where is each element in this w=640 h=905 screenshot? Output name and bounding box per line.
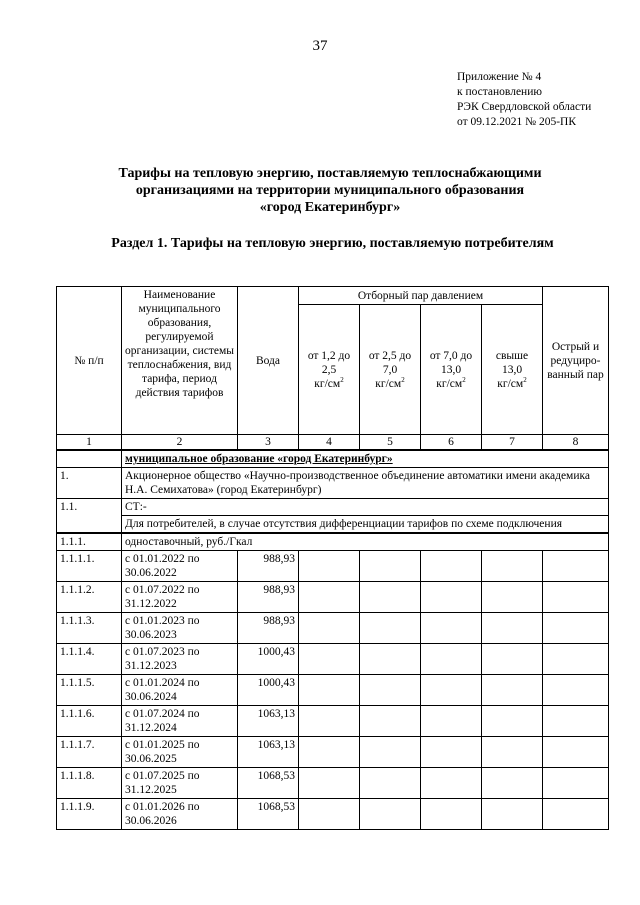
appendix-block — [457, 70, 591, 130]
column-number: 1 — [57, 435, 122, 451]
tariff-period: с 01.01.2023 по 30.06.2023 — [122, 613, 238, 644]
consumers-note-row — [57, 516, 609, 534]
municipality-row — [57, 450, 609, 468]
pressure-range: свыше 13,0 — [495, 349, 529, 376]
header-name: Наименование муниципального образования, регулируемой организации, системы теплоснабжения, вид тарифа, период действия тарифов — [122, 287, 238, 435]
pressure-unit-sup: 2 — [462, 375, 466, 384]
municipality-name: муниципальное образование «город Екатеринбург» — [125, 453, 393, 465]
empty-cell — [543, 582, 609, 613]
empty-cell — [299, 706, 360, 737]
empty-cell — [543, 613, 609, 644]
appendix-line: РЭК Свердловской области — [457, 101, 592, 113]
empty-cell — [421, 644, 482, 675]
water-tariff: 988,93 — [238, 551, 299, 582]
column-number: 8 — [543, 435, 609, 451]
water-tariff: 1000,43 — [238, 644, 299, 675]
row-number: 1.1.1.1. — [57, 551, 122, 582]
empty-cell — [482, 675, 543, 706]
empty-cell — [299, 799, 360, 830]
pressure-unit-sup: 2 — [401, 375, 405, 384]
table-row — [57, 675, 609, 706]
organization-name: Акционерное общество «Научно-производственное объединение автоматики имени академика Н.А. Семихатова» (город Екатеринбург) — [122, 468, 609, 499]
empty-cell — [482, 551, 543, 582]
column-number: 7 — [482, 435, 543, 451]
header-pressure-1 — [299, 305, 360, 435]
title-line: «город Екатеринбург» — [259, 200, 401, 215]
table-row — [57, 582, 609, 613]
empty-cell — [482, 737, 543, 768]
appendix-line: от 09.12.2021 № 205-ПК — [457, 116, 577, 128]
empty-cell — [421, 551, 482, 582]
water-tariff: 1063,13 — [238, 706, 299, 737]
row-number: 1.1.1.7. — [57, 737, 122, 768]
empty-cell — [360, 737, 421, 768]
tariff-period: с 01.07.2024 по 31.12.2024 — [122, 706, 238, 737]
empty-cell — [543, 551, 609, 582]
system-row — [57, 499, 609, 516]
empty-cell — [421, 737, 482, 768]
tariff-period: с 01.01.2025 по 30.06.2025 — [122, 737, 238, 768]
column-number: 5 — [360, 435, 421, 451]
empty-cell — [421, 799, 482, 830]
table-row — [57, 613, 609, 644]
empty-cell — [360, 768, 421, 799]
system-name: СТ:- — [122, 499, 609, 516]
header-sharp-steam: Острый и редуциро-ванный пар — [543, 287, 609, 435]
row-number: 1.1.1.5. — [57, 675, 122, 706]
tariff-period: с 01.07.2025 по 31.12.2025 — [122, 768, 238, 799]
empty-cell — [360, 551, 421, 582]
pressure-unit-sup: 2 — [523, 375, 527, 384]
empty-cell — [421, 675, 482, 706]
empty-cell — [360, 706, 421, 737]
pressure-unit: кг/см — [314, 377, 341, 390]
row-number: 1.1.1. — [57, 533, 122, 551]
header-pressure-4 — [482, 305, 543, 435]
rate-type-name: одноставочный, руб./Гкал — [122, 533, 609, 551]
water-tariff: 1000,43 — [238, 675, 299, 706]
table-row — [57, 706, 609, 737]
header-pressure-3 — [421, 305, 482, 435]
row-number: 1.1.1.2. — [57, 582, 122, 613]
empty-cell — [482, 768, 543, 799]
empty-cell — [421, 582, 482, 613]
tariff-period: с 01.07.2023 по 31.12.2023 — [122, 644, 238, 675]
pressure-unit-sup: 2 — [340, 375, 344, 384]
table-row — [57, 551, 609, 582]
pressure-range: от 1,2 до 2,5 — [307, 349, 351, 376]
header-num: № п/п — [57, 287, 122, 435]
empty-cell — [543, 706, 609, 737]
row-number: 1. — [57, 468, 122, 499]
header-steam-group: Отборный пар давлением — [299, 287, 543, 305]
title-line: Тарифы на тепловую энергию, поставляемую теплоснабжающими — [118, 166, 542, 181]
table-row — [57, 644, 609, 675]
page-number: 37 — [312, 38, 328, 54]
column-number: 4 — [299, 435, 360, 451]
water-tariff: 1068,53 — [238, 799, 299, 830]
table-row — [57, 768, 609, 799]
appendix-line: Приложение № 4 — [457, 71, 542, 83]
pressure-range: от 2,5 до 7,0 — [368, 349, 412, 376]
empty-cell — [543, 737, 609, 768]
column-number: 6 — [421, 435, 482, 451]
empty-cell — [299, 675, 360, 706]
row-number: 1.1.1.9. — [57, 799, 122, 830]
empty-cell — [543, 768, 609, 799]
header-pressure-2 — [360, 305, 421, 435]
tariff-period: с 01.07.2022 по 31.12.2022 — [122, 582, 238, 613]
appendix-line: к постановлению — [457, 86, 542, 98]
empty-cell — [360, 675, 421, 706]
pressure-unit: кг/см — [436, 377, 463, 390]
empty-cell — [299, 582, 360, 613]
title-line: организациями на территории муниципального образования — [135, 183, 525, 198]
row-number: 1.1.1.3. — [57, 613, 122, 644]
water-tariff: 988,93 — [238, 582, 299, 613]
tariff-period: с 01.01.2022 по 30.06.2022 — [122, 551, 238, 582]
rate-type-row — [57, 533, 609, 551]
water-tariff: 1068,53 — [238, 768, 299, 799]
empty-cell — [360, 644, 421, 675]
section-title: Раздел 1. Тарифы на тепловую энергию, поставляемую потребителям — [111, 236, 554, 251]
row-number: 1.1.1.4. — [57, 644, 122, 675]
empty-cell — [482, 644, 543, 675]
empty-cell — [421, 706, 482, 737]
empty-cell — [299, 613, 360, 644]
empty-cell — [299, 737, 360, 768]
tariff-table — [56, 286, 609, 830]
row-number: 1.1.1.6. — [57, 706, 122, 737]
empty-cell — [299, 551, 360, 582]
empty-cell — [57, 450, 122, 468]
document-title — [60, 165, 600, 216]
empty-cell — [360, 799, 421, 830]
organization-row — [57, 468, 609, 499]
pressure-range: от 7,0 до 13,0 — [429, 349, 473, 376]
empty-cell — [482, 582, 543, 613]
empty-cell — [360, 613, 421, 644]
empty-cell — [482, 613, 543, 644]
empty-cell — [482, 706, 543, 737]
empty-cell — [299, 768, 360, 799]
empty-cell — [421, 613, 482, 644]
row-number: 1.1.1.8. — [57, 768, 122, 799]
water-tariff: 988,93 — [238, 613, 299, 644]
pressure-unit: кг/см — [497, 377, 524, 390]
empty-cell — [421, 768, 482, 799]
empty-cell — [543, 799, 609, 830]
empty-cell — [299, 644, 360, 675]
table-row — [57, 799, 609, 830]
column-numbers-row — [57, 435, 609, 451]
empty-cell — [543, 644, 609, 675]
empty-cell — [543, 675, 609, 706]
water-tariff: 1063,13 — [238, 737, 299, 768]
table-row — [57, 737, 609, 768]
empty-cell — [482, 799, 543, 830]
consumers-note: Для потребителей, в случае отсутствия дифференциации тарифов по схеме подключения — [122, 516, 609, 534]
pressure-unit: кг/см — [375, 377, 402, 390]
column-number: 3 — [238, 435, 299, 451]
tariff-period: с 01.01.2024 по 30.06.2024 — [122, 675, 238, 706]
municipality-cell — [122, 450, 609, 468]
row-number: 1.1. — [57, 499, 122, 534]
column-number: 2 — [122, 435, 238, 451]
header-water: Вода — [238, 287, 299, 435]
tariff-period: с 01.01.2026 по 30.06.2026 — [122, 799, 238, 830]
empty-cell — [360, 582, 421, 613]
